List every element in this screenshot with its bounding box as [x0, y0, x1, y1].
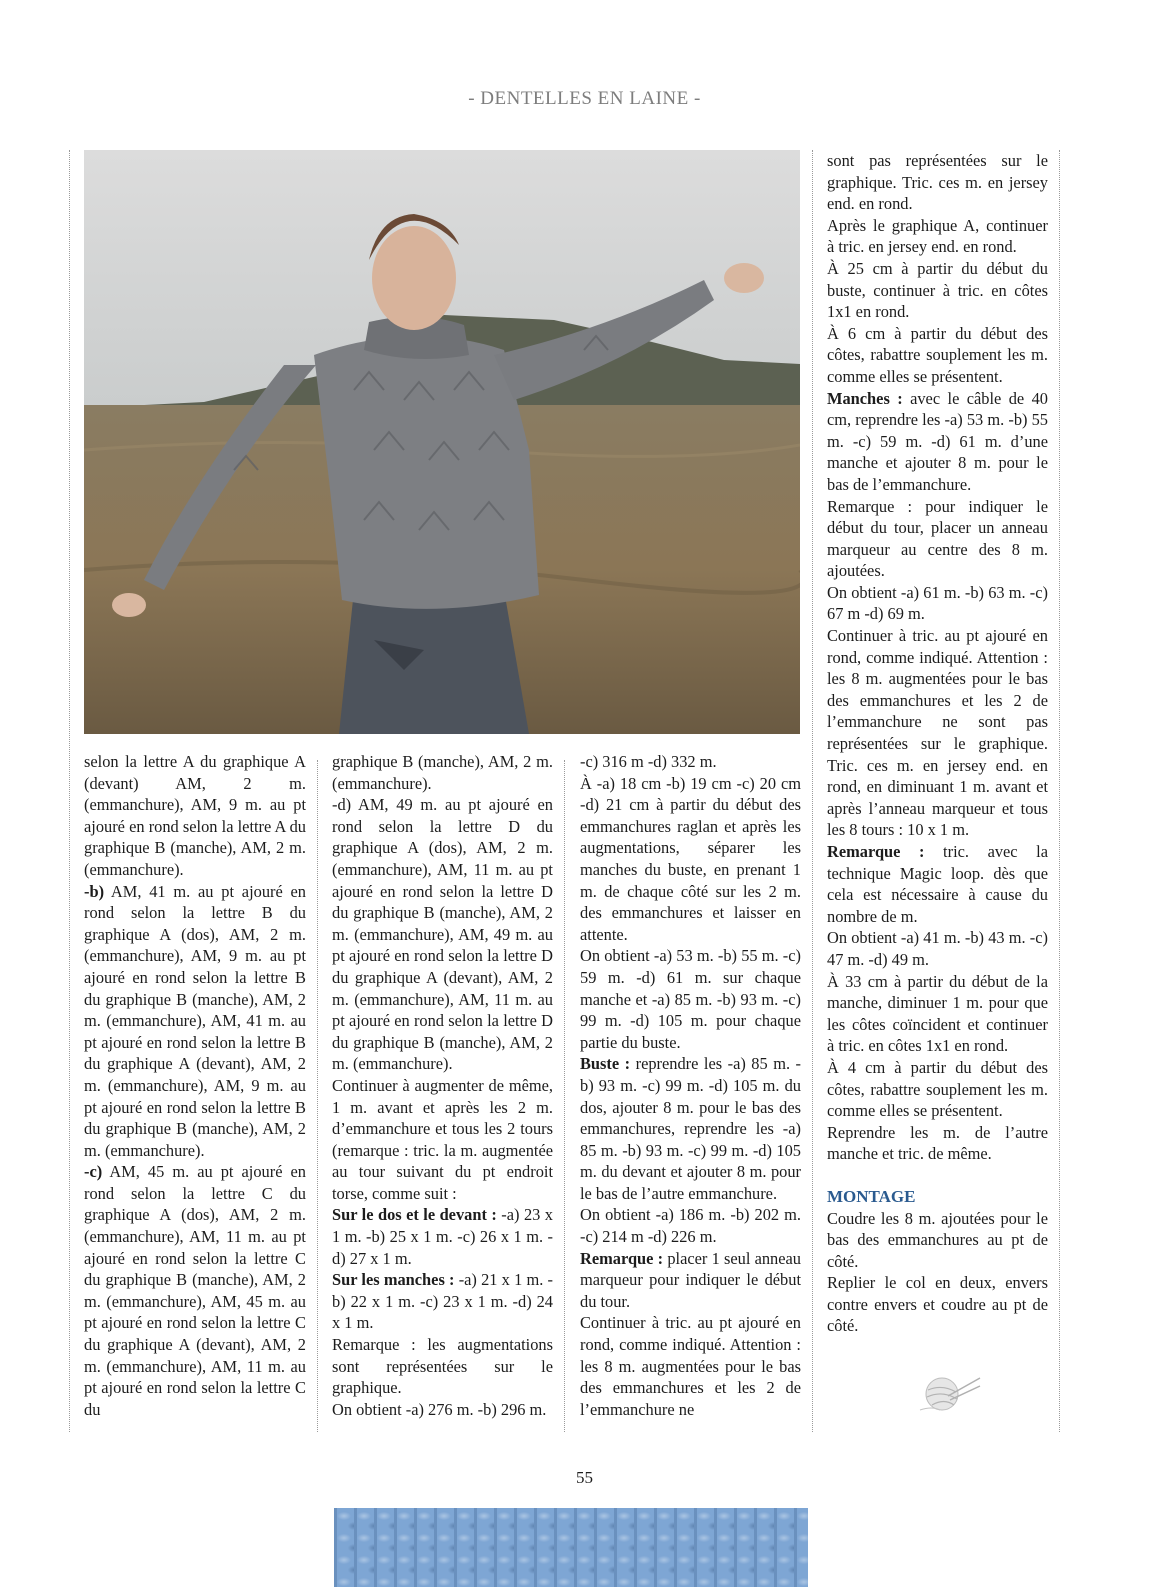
paragraph: À 4 cm à partir du début des côtes, rabattre souplement les m. comme elles se présentent.: [827, 1057, 1048, 1121]
paragraph: Après le graphique A, continuer à tric. en jersey end. en rond.: [827, 215, 1048, 257]
column-rule: [69, 150, 70, 1432]
paragraph: À -a) 18 cm -b) 19 cm -c) 20 cm -d) 21 cm à partir du début des emmanchures raglan et après les augmentations, séparer les manches du buste, en prenant 1 m. de chaque côté sur les 2 m. des emmanchures et laisser en attente.: [580, 773, 801, 944]
paragraph: À 25 cm à partir du début du buste, continuer à tric. en côtes 1x1 en rond.: [827, 258, 1048, 322]
text-column-3: [580, 751, 801, 1420]
paragraph: -c) 316 m -d) 332 m.: [580, 752, 717, 771]
text-column-1: [84, 751, 306, 1420]
paragraph: On obtient -a) 276 m. -b) 296 m.: [332, 1399, 547, 1419]
paragraph: Remarque : pour indiquer le début du tour, placer un anneau marqueur au centre des 8 m. ajoutées.: [827, 496, 1048, 581]
yarn-ball-icon: [918, 1370, 982, 1414]
paragraph: Remarque : tric. avec la technique Magic loop. dès que cela est nécessaire à cause du nombre de m.: [827, 842, 1048, 926]
paragraph: Replier le col en deux, envers contre envers et coudre au pt de côté.: [827, 1273, 1048, 1336]
column-rule: [812, 150, 813, 1432]
model-photo: [84, 150, 800, 734]
paragraph: À 33 cm à partir du début de la manche, diminuer 1 m. pour que les côtes coïncident et continuer à tric. en côtes 1x1 en rond.: [827, 971, 1048, 1056]
paragraph: Remarque : les augmentations sont représentées sur le graphique.: [332, 1335, 553, 1398]
paragraph: graphique B (manche), AM, 2 m. (emmanchure).: [332, 752, 553, 793]
knit-texture-swatch: [334, 1508, 808, 1587]
section-heading-montage: MONTAGE: [827, 1186, 916, 1206]
paragraph: -b) AM, 41 m. au pt ajouré en rond selon la lettre B du graphique A (dos), AM, 2 m. (emmanchure), AM, 9 m. au pt ajouré en rond selon la lettre B du graphique B (manche), AM, 2 m. (emmanchure), AM, 41 m. au pt ajouré en rond selon la lettre B du graphique A (devant), AM, 2 m. (emmanchure), AM, 9 m. au pt ajouré en rond selon la lettre B du graphique B (manche), AM, 2 m. (emmanchure).: [84, 881, 306, 1160]
paragraph: On obtient -a) 186 m. -b) 202 m. -c) 214 m -d) 226 m.: [580, 1205, 801, 1247]
paragraph: Reprendre les m. de l’autre manche et tric. de même.: [827, 1122, 1048, 1164]
photo-illustration: [84, 150, 800, 734]
paragraph: -d) AM, 49 m. au pt ajouré en rond selon la lettre D du graphique A (dos), AM, 2 m. (emmanchure), AM, 11 m. au pt ajouré en rond selon la lettre D du graphique B (manche), AM, 2 m. (emmanchure), AM, 49 m. au pt ajouré en rond selon la lettre D du graphique A (devant), AM, 2 m. (emmanchure), AM, 11 m. au pt ajouré en rond selon la lettre D du graphique B (manche), AM, 2 m. (emmanchure).: [332, 795, 553, 1074]
column-rule: [1059, 150, 1060, 1432]
paragraph: On obtient -a) 53 m. -b) 55 m. -c) 59 m. -d) 61 m. sur chaque manche et -a) 85 m. -b) 93 m. -c) 99 m. -d) 105 m. pour chaque partie du buste.: [580, 946, 801, 1052]
paragraph: On obtient -a) 61 m. -b) 63 m. -c) 67 m -d) 69 m.: [827, 582, 1048, 624]
column-rule: [317, 760, 318, 1432]
paragraph: Sur le dos et le devant : -a) 23 x 1 m. -b) 25 x 1 m. -c) 26 x 1 m. -d) 27 x 1 m.: [332, 1205, 553, 1268]
running-header: - DENTELLES EN LAINE -: [468, 88, 701, 109]
paragraph: Sur les manches : -a) 21 x 1 m. -b) 22 x 1 m. -c) 23 x 1 m. -d) 24 x 1 m.: [332, 1270, 553, 1333]
text-column-4: [827, 150, 1048, 1337]
paragraph: Continuer à augmenter de même, 1 m. avant et après les 2 m. d’emmanchure et tous les 2 tours (remarque : tric. la m. augmentée au tour suivant du pt endroit torse, comme suit :: [332, 1075, 553, 1203]
paragraph: Coudre les 8 m. ajoutées pour le bas des emmanchures au pt de côté.: [827, 1208, 1048, 1271]
column-rule: [564, 760, 565, 1432]
paragraph: Buste : reprendre les -a) 85 m. -b) 93 m. -c) 99 m. -d) 105 m. du dos, ajouter 8 m. pour le bas des emmanchures, reprendre les -a) 85 m. -b) 93 m. -c) 99 m. -d) 105 m. du devant et ajouter 8 m. pour le bas de l’autre emmanchure.: [580, 1054, 802, 1203]
page-number: 55: [576, 1468, 593, 1487]
paragraph: Continuer à tric. au pt ajouré en rond, comme indiqué. Attention : les 8 m. augmentées pour le bas des emmanchures et les 2 de l’emmanchure ne sont pas représentées sur le graphique. Tric. ces m. en jersey end. en rond, en diminuant 1 m. avant et après l’anneau marqueur et tous les 8 tours : 10 x 1 m.: [827, 626, 1048, 840]
paragraph: Manches : avec le câble de 40 cm, reprendre les -a) 53 m. -b) 55 m. -c) 59 m. -d) 61 m. d’une manche et ajouter 8 m. pour le bas de l’emmanchure.: [827, 388, 1048, 494]
paragraph: -c) AM, 45 m. au pt ajouré en rond selon la lettre C du graphique A (dos), AM, 2 m. (emmanchure), AM, 11 m. au pt ajouré en rond selon la lettre C du graphique B (manche), AM, 2 m. (emmanchure), AM, 45 m. au pt ajouré en rond selon la lettre C du graphique A (devant), AM, 2 m. (emmanchure), AM, 11 m. au pt ajouré en rond selon la lettre C du: [84, 1162, 306, 1419]
paragraph: À 6 cm à partir du début des côtes, rabattre souplement les m. comme elles se présentent.: [827, 323, 1048, 386]
paragraph: selon la lettre A du graphique A (devant) AM, 2 m. (emmanchure), AM, 9 m. au pt ajouré en rond selon la lettre A du graphique B (manche), AM, 2 m. (emmanchure).: [84, 752, 306, 879]
paragraph: Continuer à tric. au pt ajouré en rond, comme indiqué. Attention : les 8 m. augmentées pour le bas des emmanchures et les 2 de l’emmanchure ne: [580, 1313, 801, 1419]
paragraph: On obtient -a) 41 m. -b) 43 m. -c) 47 m. -d) 49 m.: [827, 928, 1048, 969]
text-column-2: [332, 751, 553, 1420]
spacer: [827, 1165, 1048, 1186]
paragraph: sont pas représentées sur le graphique. Tric. ces m. en jersey end. en rond.: [827, 151, 1048, 214]
paragraph: Remarque : placer 1 seul anneau marqueur pour indiquer le début du tour.: [580, 1248, 801, 1311]
